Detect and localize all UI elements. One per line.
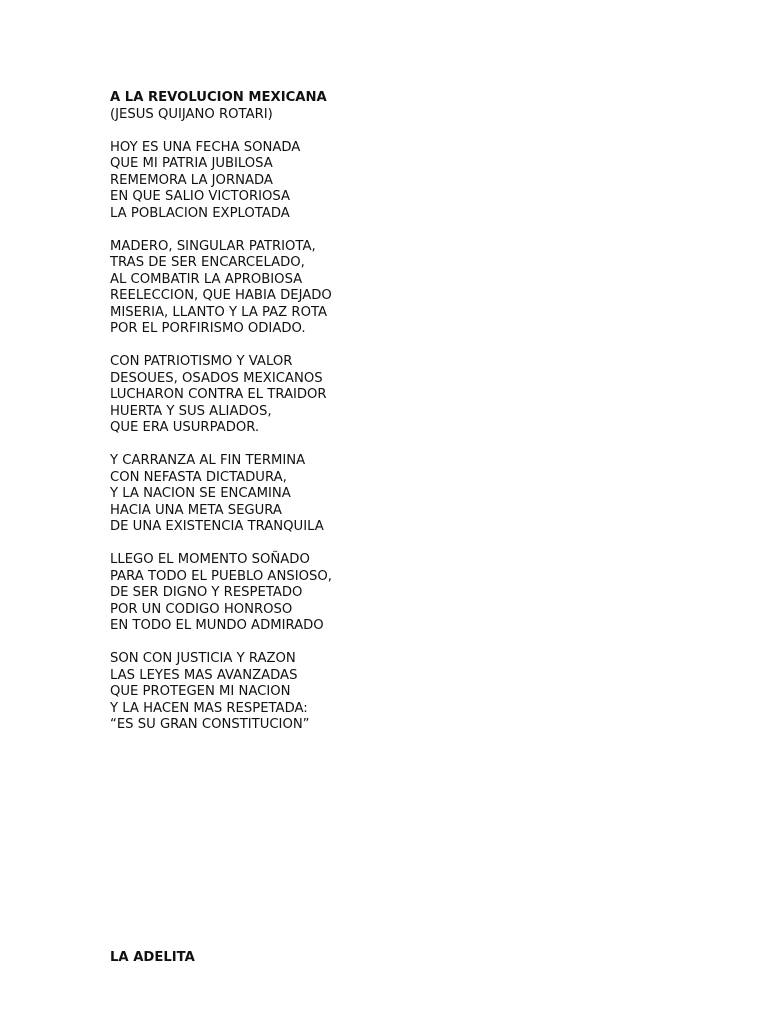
verse-line: HUERTA Y SUS ALIADOS,	[110, 403, 272, 419]
poem-title: A LA REVOLUCION MEXICANA	[110, 90, 327, 105]
verse-line: MADERO, SINGULAR PATRIOTA,	[110, 238, 316, 254]
verse-line: HACIA UNA META SEGURA	[110, 502, 282, 518]
verse-line: POR EL PORFIRISMO ODIADO.	[110, 321, 306, 336]
verse-line: Y LA NACION SE ENCAMINA	[110, 486, 291, 501]
stanza	[110, 239, 670, 338]
verse-line: PARA TODO EL PUEBLO ANSIOSO,	[110, 568, 332, 584]
verse-line: LUCHARON CONTRA EL TRAIDOR	[110, 387, 327, 402]
verse-line: POR UN CODIGO HONROSO	[110, 601, 293, 617]
stanza	[110, 354, 670, 437]
verse-line: DESOUES, OSADOS MEXICANOS	[110, 370, 323, 386]
verse-line: QUE MI PATRIA JUBILOSA	[110, 156, 273, 171]
verse-line: AL COMBATIR LA APROBIOSA	[110, 271, 303, 287]
verse-line: LLEGO EL MOMENTO SOÑADO	[110, 552, 310, 567]
verse-line: LAS LEYES MAS AVANZADAS	[110, 667, 298, 683]
verse-line: TRAS DE SER ENCARCELADO,	[110, 255, 305, 270]
stanza	[110, 552, 670, 635]
verse-line: MISERIA, LLANTO Y LA PAZ ROTA	[110, 304, 328, 320]
verse-line: SON CON JUSTICIA Y RAZON	[110, 651, 296, 666]
verse-line: Y LA HACEN MAS RESPETADA:	[110, 700, 308, 716]
verse-line: REELECCION, QUE HABIA DEJADO	[110, 288, 332, 303]
verse-line: QUE PROTEGEN MI NACION	[110, 684, 291, 699]
poem	[110, 90, 670, 750]
verse-line: Y CARRANZA AL FIN TERMINA	[110, 453, 306, 468]
blank-line	[110, 123, 670, 140]
verse-line: CON PATRIOTISMO Y VALOR	[110, 354, 293, 369]
stanza	[110, 140, 670, 223]
verse-line: LA POBLACION EXPLOTADA	[110, 205, 290, 221]
verse-line: QUE ERA USURPADOR.	[110, 420, 260, 435]
verse-line: EN QUE SALIO VICTORIOSA	[110, 189, 291, 204]
verse-line: “ES SU GRAN CONSTITUCION”	[110, 717, 310, 732]
poem-stanzas	[110, 140, 670, 734]
verse-line: CON NEFASTA DICTADURA,	[110, 469, 287, 485]
stanza	[110, 651, 670, 734]
verse-line: DE UNA EXISTENCIA TRANQUILA	[110, 519, 324, 534]
stanza	[110, 453, 670, 536]
poem-author: (JESUS QUIJANO ROTARI)	[110, 106, 273, 122]
verse-line: DE SER DIGNO Y RESPETADO	[110, 585, 303, 600]
verse-line: REMEMORA LA JORNADA	[110, 172, 273, 188]
next-poem-title: LA ADELITA	[110, 950, 195, 965]
verse-line: HOY ES UNA FECHA SONADA	[110, 139, 301, 155]
verse-line: EN TODO EL MUNDO ADMIRADO	[110, 618, 324, 633]
